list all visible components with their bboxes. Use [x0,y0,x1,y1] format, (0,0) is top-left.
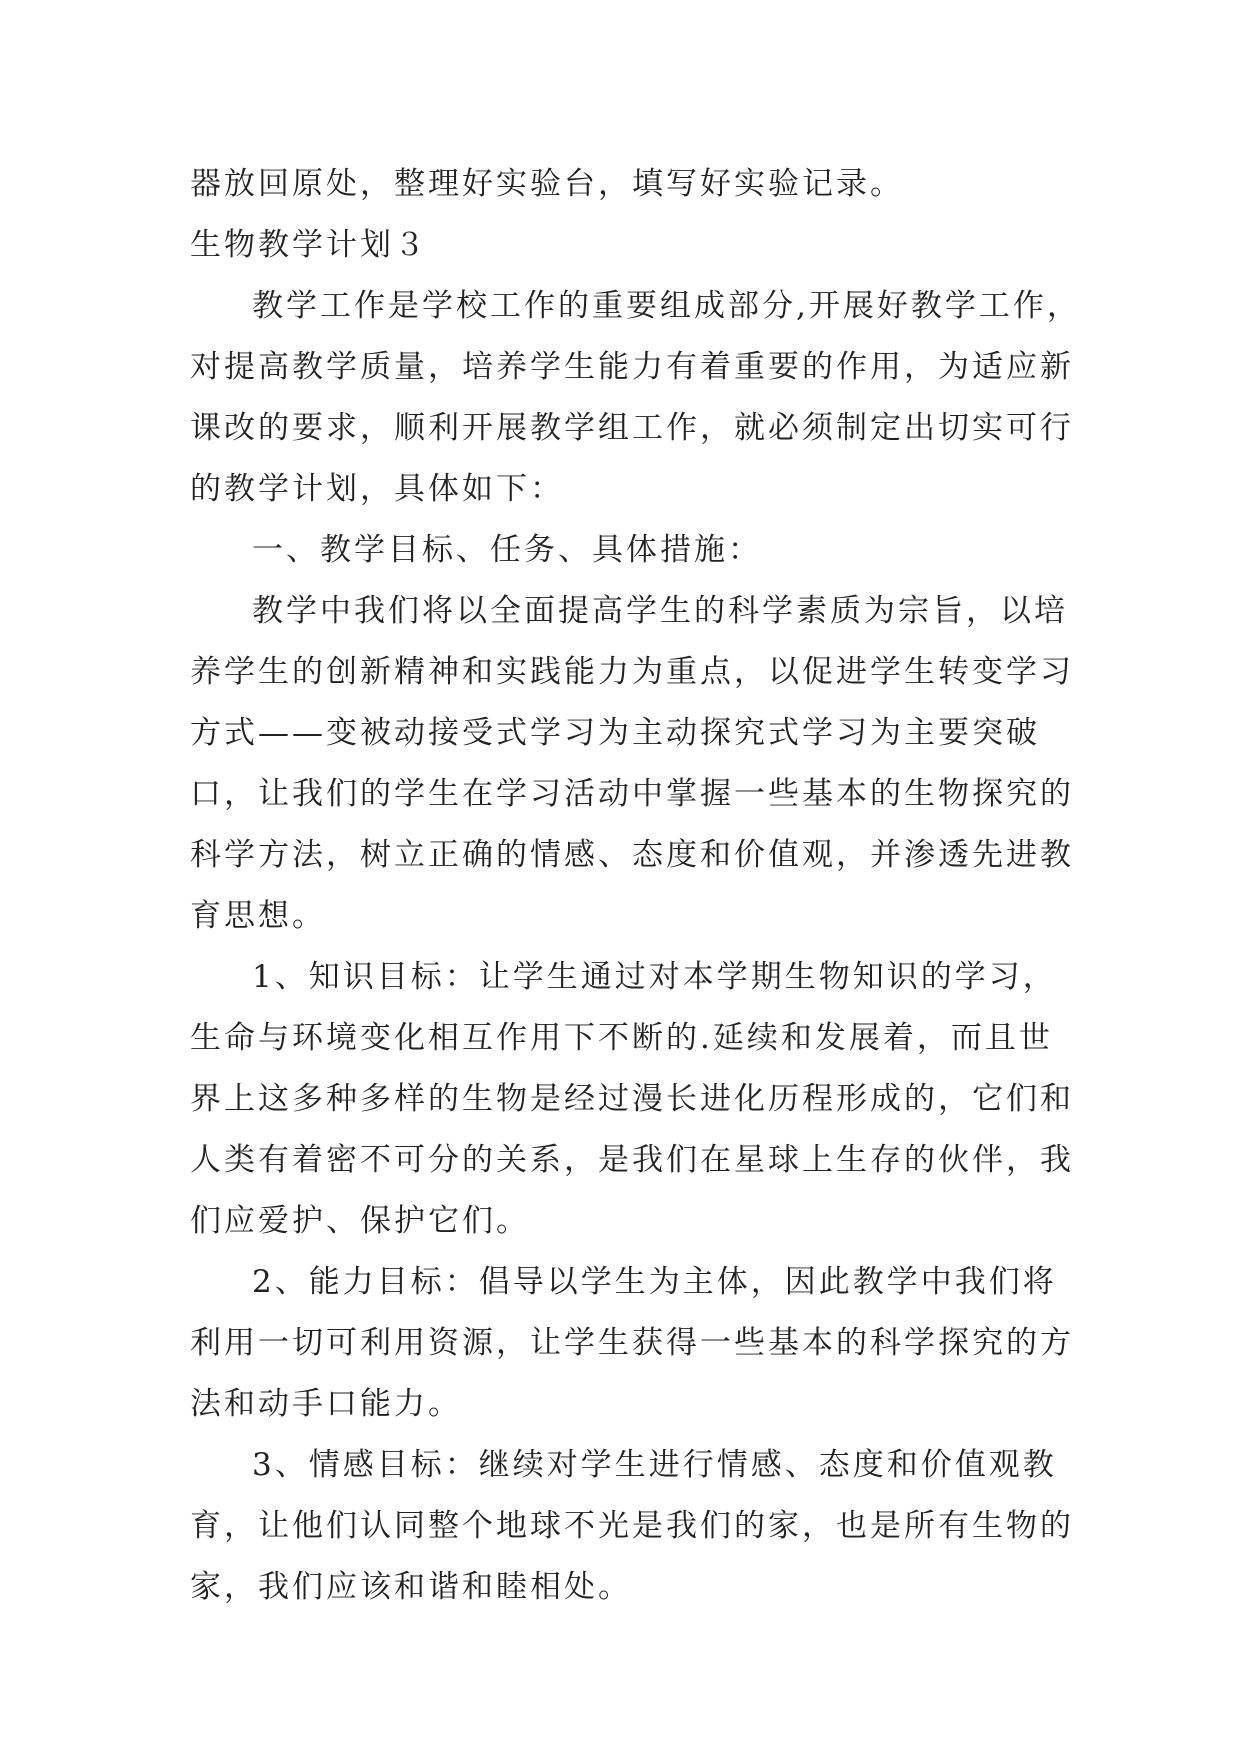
text-line: 教学中我们将以全面提高学生的科学素质为宗旨，以培 [252,593,1068,629]
text-line: 科学方法，树立正确的情感、态度和价值观，并渗透先进教 [190,837,1074,873]
text-line: 们应爱护、保护它们。 [190,1203,530,1239]
text-line: 2、能力目标：倡导以学生为主体，因此教学中我们将 [252,1264,1057,1300]
text-line: 对提高教学质量，培养学生能力有着重要的作用，为适应新 [190,349,1074,385]
text-line: 家，我们应该和谐和睦相处。 [190,1569,632,1605]
text-line: 器放回原处，整理好实验台，填写好实验记录。 [190,166,904,202]
text-line: 口，让我们的学生在学习活动中掌握一些基本的生物探究的 [190,776,1074,812]
text-line: 养学生的创新精神和实践能力为重点，以促进学生转变学习 [190,654,1074,690]
text-line: 3、情感目标：继续对学生进行情感、态度和价值观教 [252,1447,1057,1483]
text-line: 生命与环境变化相互作用下不断的.延续和发展着，而且世 [190,1020,1053,1056]
text-line: 法和动手口能力。 [190,1386,462,1422]
text-line: 教学工作是学校工作的重要组成部分,开展好教学工作， [252,288,1081,324]
text-line: 课改的要求，顺利开展教学组工作，就必须制定出切实可行 [190,410,1074,446]
text-line: 1、知识目标：让学生通过对本学期生物知识的学习， [252,959,1057,995]
text-line: 人类有着密不可分的关系，是我们在星球上生存的伙伴，我 [190,1142,1074,1178]
text-line: 方式——变被动接受式学习为主动探究式学习为主要突破 [190,715,1040,751]
text-line: 界上这多种多样的生物是经过漫长进化历程形成的，它们和 [190,1081,1074,1117]
text-line: 育思想。 [190,898,326,934]
text-line: 的教学计划，具体如下： [190,471,564,507]
text-line: 一、教学目标、任务、具体措施： [252,532,762,568]
text-line: 育，让他们认同整个地球不光是我们的家，也是所有生物的 [190,1508,1074,1544]
section-heading: 生物教学计划３ [190,227,428,263]
text-line: 利用一切可利用资源，让学生获得一些基本的科学探究的方 [190,1325,1074,1361]
